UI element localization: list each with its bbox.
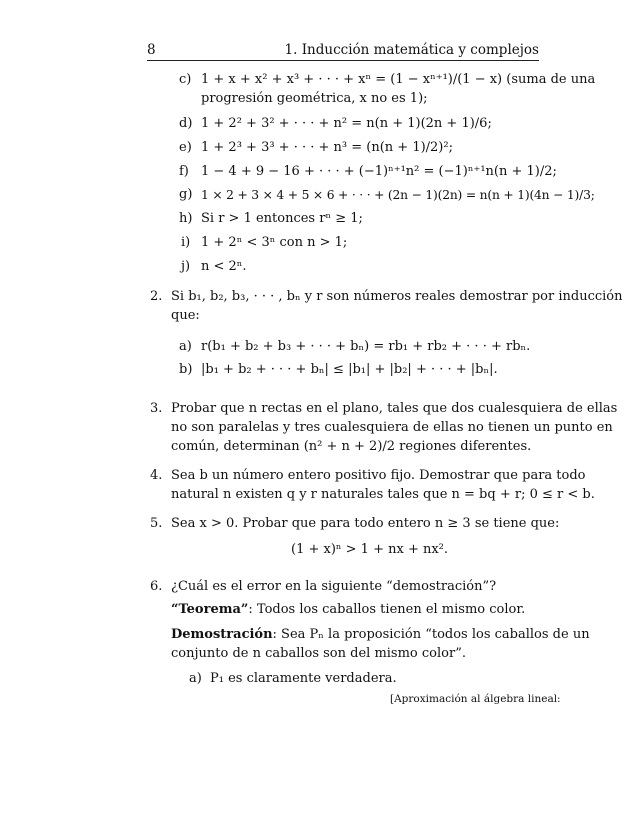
subitem-f bbox=[179, 163, 557, 181]
subitem-i bbox=[181, 234, 348, 252]
display-formula: (1 + x)ⁿ > 1 + nx + nx². bbox=[291, 542, 449, 557]
exercise-2-continuation: que: bbox=[171, 308, 200, 323]
exercise-2 bbox=[150, 288, 623, 306]
subitem-label: h) bbox=[179, 211, 193, 226]
subitem-label: b) bbox=[179, 362, 193, 377]
subitem-text: Si r > 1 entonces rⁿ ≥ 1; bbox=[201, 211, 363, 226]
exercise-2-subitem-a bbox=[179, 338, 531, 356]
subitem-label: i) bbox=[181, 235, 191, 250]
exercise-number: 6. bbox=[150, 579, 163, 594]
theorem-statement bbox=[171, 601, 525, 619]
proof-label: Demostración bbox=[171, 627, 273, 642]
subitem-text: 1 + 2ⁿ < 3ⁿ con n > 1; bbox=[201, 235, 348, 250]
subitem-text: 1 × 2 + 3 × 4 + 5 × 6 + · · · + (2n − 1)(2n) = n(n + 1)(4n − 1)/3; bbox=[201, 188, 595, 202]
subitem-c bbox=[179, 71, 596, 89]
subitem-text: r(b₁ + b₂ + b₃ + · · · + bₙ) = rb₁ + rb₂ + · · · + rbₙ. bbox=[201, 339, 531, 354]
subitem-h bbox=[179, 210, 363, 228]
subitem-j bbox=[181, 258, 247, 276]
exercise-text: Probar que n rectas en el plano, tales que dos cualesquiera de ellas bbox=[171, 401, 618, 416]
exercise-3 bbox=[150, 400, 618, 418]
proof-line-2: conjunto de n caballos son del mismo color”. bbox=[171, 646, 466, 661]
exercise-5 bbox=[150, 515, 560, 533]
subitem-g bbox=[179, 186, 595, 204]
subitem-text: P₁ es claramente verdadera. bbox=[210, 671, 397, 686]
subitem-label: a) bbox=[179, 339, 192, 354]
exercise-text: Sea b un número entero positivo fijo. Demostrar que para todo bbox=[171, 468, 586, 483]
subitem-c-continuation: progresión geométrica, x no es 1); bbox=[201, 91, 428, 106]
exercise-3-line-3: común, determinan (n² + n + 2)/2 regiones diferentes. bbox=[171, 439, 532, 454]
subitem-text: 1 − 4 + 9 − 16 + · · · + (−1)ⁿ⁺¹n² = (−1)ⁿ⁺¹n(n + 1)/2; bbox=[201, 164, 557, 179]
exercise-number: 3. bbox=[150, 401, 163, 416]
theorem-text: : Todos los caballos tienen el mismo color. bbox=[248, 602, 526, 617]
exercise-number: 4. bbox=[150, 468, 163, 483]
exercise-text: Sea x > 0. Probar que para todo entero n ≥ 3 se tiene que: bbox=[171, 516, 560, 531]
subitem-text: n < 2ⁿ. bbox=[201, 259, 247, 274]
subitem-text: 1 + x + x² + x³ + · · · + xⁿ = (1 − xⁿ⁺¹)/(1 − x) (suma de una bbox=[201, 72, 596, 87]
running-header bbox=[147, 40, 539, 61]
exercise-number: 5. bbox=[150, 516, 163, 531]
subitem-label: a) bbox=[189, 671, 202, 686]
exercise-2-subitem-b bbox=[179, 361, 498, 379]
subitem-label: f) bbox=[179, 164, 189, 179]
exercise-6 bbox=[150, 578, 497, 596]
proof-subitem-a bbox=[189, 670, 397, 688]
subitem-label: j) bbox=[181, 259, 191, 274]
subitem-e bbox=[179, 139, 453, 157]
page-number: 8 bbox=[147, 42, 156, 58]
exercise-3-line-2: no son paralelas y tres cualesquiera de ellas no tienen un punto en bbox=[171, 420, 613, 435]
chapter-title: 1. Inducción matemática y complejos bbox=[284, 42, 539, 58]
exercise-4 bbox=[150, 467, 586, 485]
proof-statement bbox=[171, 626, 590, 644]
exercise-number: 2. bbox=[150, 289, 163, 304]
proof-text: : Sea Pₙ la proposición “todos los caballos de un bbox=[272, 627, 590, 642]
subitem-d bbox=[179, 115, 492, 133]
subitem-text: 1 + 2² + 3² + · · · + n² = n(n + 1)(2n + 1)/6; bbox=[201, 116, 492, 131]
theorem-label: “Teorema” bbox=[171, 602, 249, 617]
subitem-label: e) bbox=[179, 140, 192, 155]
subitem-text: |b₁ + b₂ + · · · + bₙ| ≤ |b₁| + |b₂| + · · · + |bₙ|. bbox=[201, 362, 498, 377]
subitem-text: 1 + 2³ + 3³ + · · · + n³ = (n(n + 1)/2)²; bbox=[201, 140, 453, 155]
subitem-label: d) bbox=[179, 116, 193, 131]
subitem-label: c) bbox=[179, 72, 192, 87]
exercise-text: Si b₁, b₂, b₃, · · · , bₙ y r son números reales demostrar por inducción bbox=[171, 289, 623, 304]
subitem-label: g) bbox=[179, 187, 193, 202]
exercise-4-line-2: natural n existen q y r naturales tales que n = bq + r; 0 ≤ r < b. bbox=[171, 487, 595, 502]
exercise-text: ¿Cuál es el error en la siguiente “demostración”? bbox=[171, 579, 497, 594]
footer-reference: [Aproximación al álgebra lineal: bbox=[390, 693, 561, 705]
